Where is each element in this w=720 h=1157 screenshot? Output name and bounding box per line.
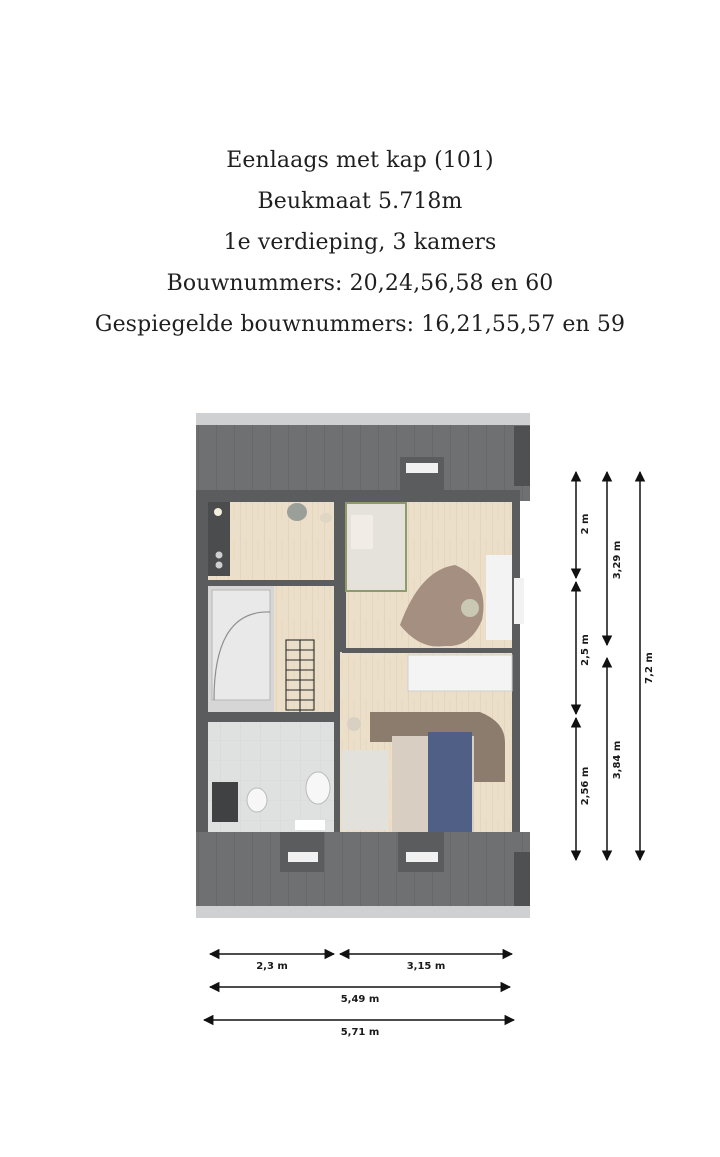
title-line-project: Eenlaags met kap (101) [226, 148, 494, 173]
roof-end-cap-right-bottom [514, 852, 530, 908]
dim-label-2-56m: 2,56 m [580, 766, 591, 806]
roof-top [196, 425, 530, 501]
lamp [214, 508, 222, 516]
dim-label-2-5m: 2,5 m [580, 634, 591, 666]
sink-1 [216, 552, 223, 559]
shower-glass [295, 820, 325, 830]
chair [287, 503, 307, 521]
dormer-window-bottom-right-glass [406, 852, 438, 862]
dormer-window-bottom-left-glass [288, 852, 318, 862]
title-line-beukmaat: Beukmaat 5.718m [257, 189, 463, 214]
stool [320, 513, 332, 523]
roof-gutter-top [196, 413, 530, 425]
roof-gutter-bottom [196, 906, 530, 918]
plant [347, 717, 361, 731]
duvet-blue [428, 732, 472, 832]
dim-label-2m: 2 m [580, 513, 591, 535]
dormer-window-top-glass [406, 463, 438, 473]
floor-plan-diagram [0, 400, 720, 1050]
dim-label-5-71m: 5,71 m [340, 1027, 380, 1038]
stair-steps [212, 590, 270, 700]
dim-label-3-84m: 3,84 m [612, 740, 623, 780]
side-bed [342, 750, 388, 830]
title-line-floor: 1e verdieping, 3 kamers [223, 230, 497, 255]
dim-label-7-2m: 7,2 m [644, 652, 655, 684]
sink-2 [216, 562, 223, 569]
title-line-gespiegeld: Gespiegelde bouwnummers: 16,21,55,57 en 59 [94, 312, 626, 337]
dim-label-3-15m: 3,15 m [406, 961, 446, 972]
dim-label-5-49m: 5,49 m [340, 994, 380, 1005]
desk-chair [461, 599, 479, 617]
vanity [212, 782, 238, 822]
roof-end-cap-right-top [514, 426, 530, 486]
title-block [0, 140, 720, 345]
title-line-bouwnummers: Bouwnummers: 20,24,56,58 en 60 [166, 271, 554, 296]
toilet [247, 788, 267, 812]
wardrobe [408, 655, 512, 691]
pillow [351, 515, 373, 549]
window-right [514, 578, 524, 624]
washbasin [306, 772, 330, 804]
dim-label-2-3m: 2,3 m [256, 961, 288, 972]
horizontal-dimensions [204, 954, 514, 1020]
desk [486, 555, 512, 640]
landing [274, 586, 334, 712]
roof-bottom [196, 832, 530, 906]
dim-label-3-29m: 3,29 m [612, 540, 623, 580]
